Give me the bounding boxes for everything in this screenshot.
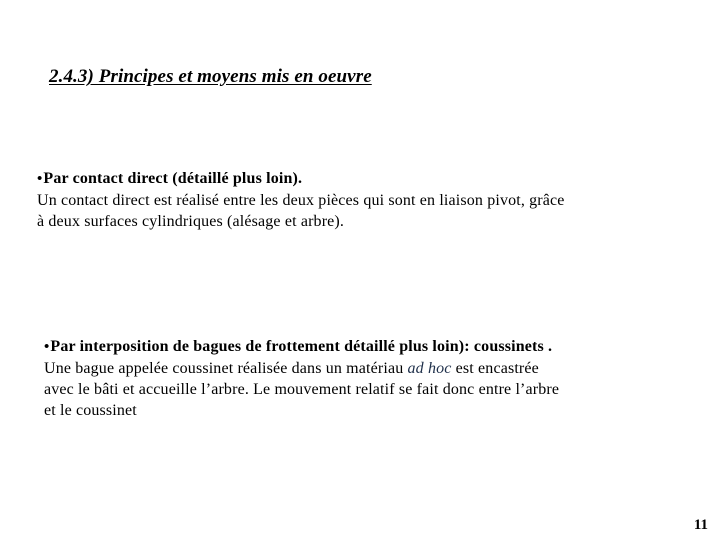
section-bushings [44, 336, 704, 421]
section-heading-line [44, 336, 704, 358]
slide-title: 2.4.3) Principes et moyens mis en oeuvre [49, 66, 372, 87]
body-line: Un contact direct est réalisé entre les deux pièces qui sont en liaison pivot, grâce [37, 192, 565, 209]
section-direct-contact [37, 168, 697, 232]
body-line [44, 358, 704, 379]
body-text: Une bague appelée coussinet réalisée dans un matériau [44, 360, 408, 377]
section-heading-line [37, 168, 697, 190]
body-text: est encastrée [451, 360, 539, 377]
italic-term: ad hoc [407, 360, 452, 377]
page-number: 11 [693, 517, 708, 533]
bullet-icon: • [44, 339, 50, 355]
bullet-icon: • [37, 171, 43, 187]
section-heading: Par contact direct (détaillé plus loin). [43, 170, 303, 187]
body-line: et le coussinet [44, 402, 137, 419]
section-heading: Par interposition de bagues de frottement détaillé plus loin): coussinets . [50, 338, 553, 355]
body-line: avec le bâti et accueille l’arbre. Le mouvement relatif se fait donc entre l’arbre [44, 381, 560, 398]
body-line: à deux surfaces cylindriques (alésage et arbre). [37, 213, 345, 230]
